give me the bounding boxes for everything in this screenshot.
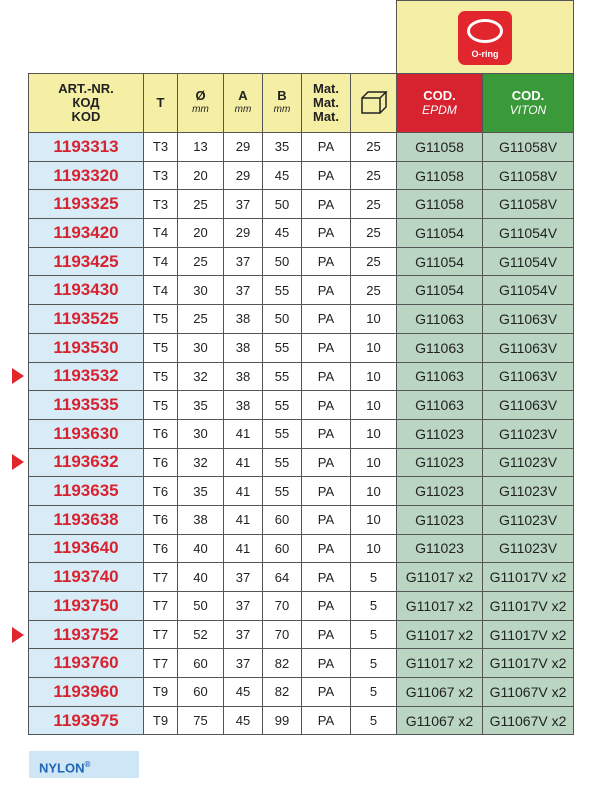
table-row	[29, 161, 574, 190]
cell-b: 55	[263, 419, 302, 448]
col-a	[224, 74, 263, 133]
cell-art: 1193752	[29, 620, 144, 649]
cell-d: 32	[178, 362, 224, 391]
cell-viton: G11063V	[483, 391, 574, 420]
cell-b: 82	[263, 649, 302, 678]
cell-q: 5	[351, 678, 397, 707]
cell-q: 10	[351, 477, 397, 506]
cell-epdm: G11017 x2	[397, 563, 483, 592]
cell-d: 40	[178, 534, 224, 563]
cell-b: 70	[263, 592, 302, 621]
cell-a: 37	[224, 620, 263, 649]
cell-t: T6	[144, 505, 178, 534]
col-d	[178, 74, 224, 133]
cell-b: 50	[263, 305, 302, 334]
cell-mat: PA	[302, 305, 351, 334]
cell-art: 1193638	[29, 505, 144, 534]
cell-q: 10	[351, 419, 397, 448]
cell-epdm: G11058	[397, 190, 483, 219]
table-row	[29, 419, 574, 448]
cell-d: 40	[178, 563, 224, 592]
col-epdm-line-2: EPDM	[422, 103, 457, 117]
cell-mat: PA	[302, 219, 351, 248]
cell-b: 45	[263, 219, 302, 248]
cell-epdm: G11067 x2	[397, 678, 483, 707]
cell-mat: PA	[302, 706, 351, 735]
cell-d: 52	[178, 620, 224, 649]
cell-d: 13	[178, 133, 224, 162]
cell-t: T6	[144, 448, 178, 477]
cell-t: T4	[144, 247, 178, 276]
cell-q: 5	[351, 649, 397, 678]
cell-a: 45	[224, 706, 263, 735]
cell-t: T4	[144, 276, 178, 305]
cell-epdm: G11023	[397, 534, 483, 563]
cell-mat: PA	[302, 620, 351, 649]
cell-viton: G11063V	[483, 305, 574, 334]
cell-mat: PA	[302, 592, 351, 621]
box-icon	[358, 89, 390, 115]
cell-epdm: G11023	[397, 419, 483, 448]
col-art-line-1: ART.-NR.	[58, 81, 114, 96]
cell-d: 32	[178, 448, 224, 477]
cell-q: 10	[351, 362, 397, 391]
cell-epdm: G11054	[397, 276, 483, 305]
cell-d: 30	[178, 419, 224, 448]
cell-epdm: G11063	[397, 333, 483, 362]
cell-epdm: G11054	[397, 247, 483, 276]
cell-a: 29	[224, 133, 263, 162]
row-marker-arrow-icon	[12, 454, 24, 470]
cell-mat: PA	[302, 190, 351, 219]
table-row	[29, 276, 574, 305]
cell-viton: G11058V	[483, 190, 574, 219]
table-row	[29, 678, 574, 707]
cell-art: 1193630	[29, 419, 144, 448]
row-marker-arrow-icon	[12, 368, 24, 384]
col-viton	[483, 74, 574, 133]
cell-t: T7	[144, 563, 178, 592]
cell-t: T6	[144, 477, 178, 506]
cell-t: T5	[144, 391, 178, 420]
cell-a: 38	[224, 391, 263, 420]
cell-viton: G11067V x2	[483, 678, 574, 707]
col-mat-line-3: Mat.	[313, 109, 339, 124]
cell-viton: G11017V x2	[483, 592, 574, 621]
cell-viton: G11054V	[483, 247, 574, 276]
cell-d: 20	[178, 161, 224, 190]
cell-b: 35	[263, 133, 302, 162]
table-body	[29, 133, 574, 735]
col-viton-line-1: COD.	[511, 88, 545, 103]
cell-mat: PA	[302, 649, 351, 678]
cell-viton: G11058V	[483, 161, 574, 190]
cell-viton: G11017V x2	[483, 620, 574, 649]
cell-a: 41	[224, 534, 263, 563]
cell-a: 29	[224, 219, 263, 248]
cell-a: 37	[224, 190, 263, 219]
table-row	[29, 391, 574, 420]
cell-epdm: G11023	[397, 477, 483, 506]
cell-epdm: G11063	[397, 391, 483, 420]
cell-q: 25	[351, 161, 397, 190]
table-row	[29, 362, 574, 391]
cell-epdm: G11017 x2	[397, 620, 483, 649]
cell-art: 1193525	[29, 305, 144, 334]
cell-t: T3	[144, 133, 178, 162]
cell-art: 1193320	[29, 161, 144, 190]
cell-a: 41	[224, 448, 263, 477]
table-row	[29, 620, 574, 649]
table-row	[29, 649, 574, 678]
oring-header	[397, 1, 574, 74]
cell-epdm: G11017 x2	[397, 649, 483, 678]
col-epdm-line-1: COD.	[423, 88, 456, 103]
cell-viton: G11058V	[483, 133, 574, 162]
cell-viton: G11023V	[483, 477, 574, 506]
cell-art: 1193325	[29, 190, 144, 219]
cell-t: T5	[144, 333, 178, 362]
cell-b: 50	[263, 190, 302, 219]
cell-b: 55	[263, 333, 302, 362]
table-row	[29, 592, 574, 621]
cell-a: 45	[224, 678, 263, 707]
cell-t: T3	[144, 190, 178, 219]
cell-viton: G11023V	[483, 534, 574, 563]
col-art-line-2: КОД	[72, 95, 100, 110]
cell-mat: PA	[302, 563, 351, 592]
cell-viton: G11023V	[483, 448, 574, 477]
cell-a: 41	[224, 505, 263, 534]
cell-t: T3	[144, 161, 178, 190]
cell-q: 10	[351, 333, 397, 362]
product-table	[28, 0, 574, 735]
cell-epdm: G11023	[397, 448, 483, 477]
col-mat-line-1: Mat.	[313, 81, 339, 96]
cell-viton: G11063V	[483, 362, 574, 391]
cell-art: 1193535	[29, 391, 144, 420]
cell-a: 41	[224, 419, 263, 448]
cell-q: 5	[351, 706, 397, 735]
cell-b: 55	[263, 362, 302, 391]
cell-b: 64	[263, 563, 302, 592]
cell-art: 1193532	[29, 362, 144, 391]
col-art-line-3: KOD	[71, 109, 101, 124]
cell-q: 25	[351, 276, 397, 305]
cell-epdm: G11063	[397, 362, 483, 391]
cell-q: 10	[351, 305, 397, 334]
table-row	[29, 505, 574, 534]
cell-t: T6	[144, 419, 178, 448]
cell-mat: PA	[302, 448, 351, 477]
table-row	[29, 190, 574, 219]
cell-t: T7	[144, 649, 178, 678]
cell-b: 50	[263, 247, 302, 276]
cell-d: 60	[178, 678, 224, 707]
cell-d: 25	[178, 247, 224, 276]
material-badge-label: NYLON	[39, 760, 85, 776]
cell-t: T7	[144, 592, 178, 621]
cell-epdm: G11058	[397, 161, 483, 190]
cell-art: 1193750	[29, 592, 144, 621]
cell-art: 1193420	[29, 219, 144, 248]
cell-a: 38	[224, 333, 263, 362]
cell-viton: G11067V x2	[483, 706, 574, 735]
cell-b: 60	[263, 505, 302, 534]
col-a-label: A	[238, 88, 248, 103]
cell-mat: PA	[302, 161, 351, 190]
cell-a: 37	[224, 247, 263, 276]
table-row	[29, 706, 574, 735]
table-row	[29, 333, 574, 362]
cell-d: 35	[178, 477, 224, 506]
cell-mat: PA	[302, 276, 351, 305]
table-row	[29, 534, 574, 563]
cell-mat: PA	[302, 477, 351, 506]
table-row	[29, 477, 574, 506]
cell-a: 37	[224, 592, 263, 621]
col-a-unit: mm	[234, 104, 252, 115]
cell-b: 70	[263, 620, 302, 649]
cell-b: 55	[263, 276, 302, 305]
cell-epdm: G11067 x2	[397, 706, 483, 735]
cell-b: 82	[263, 678, 302, 707]
cell-d: 20	[178, 219, 224, 248]
cell-t: T9	[144, 706, 178, 735]
cell-a: 37	[224, 276, 263, 305]
cell-q: 25	[351, 190, 397, 219]
cell-b: 45	[263, 161, 302, 190]
cell-mat: PA	[302, 391, 351, 420]
table-row	[29, 133, 574, 162]
cell-q: 25	[351, 133, 397, 162]
cell-t: T7	[144, 620, 178, 649]
cell-t: T5	[144, 362, 178, 391]
col-qty	[351, 74, 397, 133]
cell-b: 55	[263, 391, 302, 420]
cell-d: 25	[178, 305, 224, 334]
header-spacer	[29, 1, 397, 74]
cell-art: 1193640	[29, 534, 144, 563]
col-b	[263, 74, 302, 133]
cell-mat: PA	[302, 419, 351, 448]
cell-d: 38	[178, 505, 224, 534]
cell-epdm: G11063	[397, 305, 483, 334]
cell-art: 1193975	[29, 706, 144, 735]
cell-q: 5	[351, 563, 397, 592]
cell-q: 25	[351, 247, 397, 276]
cell-mat: PA	[302, 534, 351, 563]
cell-d: 50	[178, 592, 224, 621]
cell-epdm: G11058	[397, 133, 483, 162]
table-row	[29, 247, 574, 276]
cell-art: 1193740	[29, 563, 144, 592]
col-b-label: B	[277, 88, 287, 103]
cell-a: 37	[224, 563, 263, 592]
table-row	[29, 563, 574, 592]
col-t	[144, 74, 178, 133]
row-marker-arrow-icon	[12, 627, 24, 643]
col-t-label: T	[156, 95, 165, 110]
cell-d: 25	[178, 190, 224, 219]
col-viton-line-2: VITON	[509, 103, 547, 117]
cell-art: 1193632	[29, 448, 144, 477]
cell-mat: PA	[302, 133, 351, 162]
cell-d: 35	[178, 391, 224, 420]
cell-epdm: G11054	[397, 219, 483, 248]
cell-mat: PA	[302, 247, 351, 276]
cell-art: 1193425	[29, 247, 144, 276]
oring-label: O-ring	[471, 48, 499, 59]
cell-q: 10	[351, 448, 397, 477]
col-mat-line-2: Mat.	[313, 95, 339, 110]
cell-d: 30	[178, 276, 224, 305]
cell-viton: G11017V x2	[483, 563, 574, 592]
cell-art: 1193430	[29, 276, 144, 305]
cell-a: 38	[224, 362, 263, 391]
cell-d: 60	[178, 649, 224, 678]
col-art	[29, 74, 144, 133]
col-b-unit: mm	[273, 104, 291, 115]
col-d-unit: mm	[192, 104, 209, 115]
table-row	[29, 305, 574, 334]
registered-mark: ®	[84, 760, 91, 769]
cell-mat: PA	[302, 333, 351, 362]
ring-shape	[467, 19, 503, 43]
cell-b: 55	[263, 448, 302, 477]
cell-epdm: G11023	[397, 505, 483, 534]
cell-art: 1193960	[29, 678, 144, 707]
oring-icon	[458, 11, 512, 65]
material-badge	[29, 751, 139, 778]
cell-art: 1193313	[29, 133, 144, 162]
cell-viton: G11017V x2	[483, 649, 574, 678]
cell-q: 10	[351, 534, 397, 563]
cell-viton: G11054V	[483, 219, 574, 248]
cell-q: 25	[351, 219, 397, 248]
cell-mat: PA	[302, 505, 351, 534]
cell-t: T6	[144, 534, 178, 563]
cell-q: 10	[351, 505, 397, 534]
cell-viton: G11054V	[483, 276, 574, 305]
cell-viton: G11023V	[483, 419, 574, 448]
cell-a: 41	[224, 477, 263, 506]
cell-q: 5	[351, 592, 397, 621]
col-d-label: Ø	[195, 88, 206, 103]
cell-t: T5	[144, 305, 178, 334]
cell-a: 37	[224, 649, 263, 678]
table-row	[29, 448, 574, 477]
cell-viton: G11023V	[483, 505, 574, 534]
table-header	[29, 1, 574, 133]
cell-d: 75	[178, 706, 224, 735]
cell-a: 38	[224, 305, 263, 334]
cell-b: 55	[263, 477, 302, 506]
cell-art: 1193530	[29, 333, 144, 362]
table-row	[29, 219, 574, 248]
cell-art: 1193760	[29, 649, 144, 678]
cell-b: 60	[263, 534, 302, 563]
cell-t: T9	[144, 678, 178, 707]
col-mat	[302, 74, 351, 133]
cell-art: 1193635	[29, 477, 144, 506]
cell-b: 99	[263, 706, 302, 735]
cell-a: 29	[224, 161, 263, 190]
col-epdm	[397, 74, 483, 133]
cell-viton: G11063V	[483, 333, 574, 362]
cell-d: 30	[178, 333, 224, 362]
cell-q: 5	[351, 620, 397, 649]
cell-epdm: G11017 x2	[397, 592, 483, 621]
cell-mat: PA	[302, 362, 351, 391]
cell-q: 10	[351, 391, 397, 420]
cell-mat: PA	[302, 678, 351, 707]
cell-t: T4	[144, 219, 178, 248]
